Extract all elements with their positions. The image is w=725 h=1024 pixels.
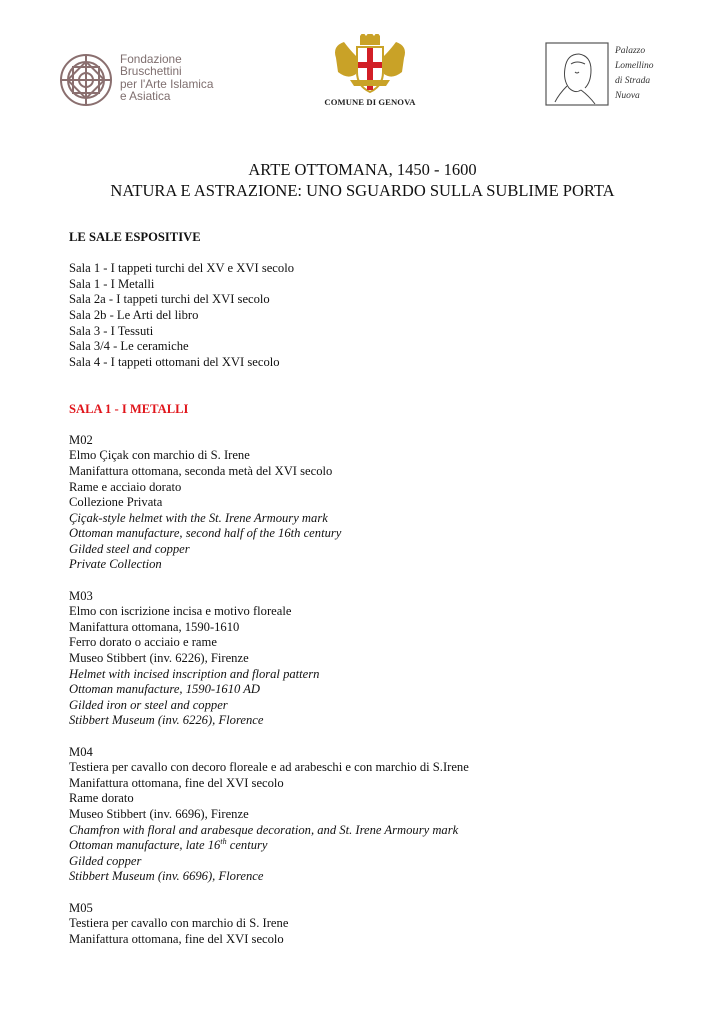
- entry-material-it: Ferro dorato o acciaio e rame: [69, 635, 217, 650]
- entry-collection-it: Collezione Privata: [69, 495, 163, 510]
- entry-title-en: Helmet with incised inscription and floral pattern: [69, 666, 320, 681]
- catalog-entry-m04: [69, 745, 669, 885]
- entry-title-it: Elmo con iscrizione incisa e motivo floreale: [69, 604, 292, 619]
- entry-collection-en: Stibbert Museum (inv. 6226), Florence: [69, 713, 264, 728]
- comune-label: COMUNE DI GENOVA: [324, 97, 416, 107]
- section-heading-metalli: SALA 1 - I METALLI: [69, 401, 189, 416]
- entry-title-it: Testiera per cavallo con marchio di S. Irene: [69, 916, 289, 931]
- entry-title-en: Çiçak-style helmet with the St. Irene Armoury mark: [69, 510, 328, 525]
- document-body: [69, 230, 669, 947]
- interlaced-star-icon: [58, 50, 114, 110]
- list-item: Sala 3/4 - Le ceramiche: [69, 339, 189, 354]
- ordinal-suffix: th: [220, 836, 227, 846]
- entry-manufacture-it: Manifattura ottomana, 1590-1610: [69, 619, 240, 634]
- page-header: [0, 0, 725, 125]
- catalog-entry-m02: [69, 433, 669, 573]
- list-item: Sala 3 - I Tessuti: [69, 323, 154, 338]
- document-title: [0, 159, 725, 201]
- portrait-sketch-icon: [545, 42, 609, 106]
- entry-collection-en: Private Collection: [69, 557, 162, 572]
- catalog-entry-m03: [69, 589, 669, 729]
- entry-title-it: Elmo Çiçak con marchio di S. Irene: [69, 448, 250, 463]
- list-item: Sala 1 - I Metalli: [69, 276, 155, 291]
- catalog-entry-m05: [69, 901, 669, 948]
- entry-collection-it: Museo Stibbert (inv. 6696), Firenze: [69, 806, 249, 821]
- entry-manufacture-en: Ottoman manufacture, second half of the 16th century: [69, 526, 342, 541]
- comune-di-genova-logo: [318, 34, 422, 114]
- entry-material-it: Rame e acciaio dorato: [69, 479, 182, 494]
- palazzo-name: Palazzo Lomellino di Strada Nuova: [615, 46, 654, 101]
- entry-manufacture-it: Manifattura ottomana, fine del XVI secolo: [69, 931, 284, 946]
- entry-code: M03: [69, 588, 93, 603]
- entry-collection-it: Museo Stibbert (inv. 6226), Firenze: [69, 651, 249, 666]
- entry-manufacture-it: Manifattura ottomana, seconda metà del XVI secolo: [69, 463, 333, 478]
- list-item: Sala 2b - Le Arti del libro: [69, 307, 199, 322]
- section-heading-sale: LE SALE ESPOSITIVE: [69, 230, 201, 244]
- entry-collection-en: Stibbert Museum (inv. 6696), Florence: [69, 869, 264, 884]
- title-line-1: ARTE OTTOMANA, 1450 - 1600: [248, 160, 477, 179]
- entry-manufacture-it: Manifattura ottomana, fine del XVI secolo: [69, 775, 284, 790]
- palazzo-lomellino-logo: [545, 42, 665, 108]
- entry-material-en: Gilded iron or steel and copper: [69, 697, 228, 712]
- manufacture-text: Ottoman manufacture, late 16: [69, 838, 221, 853]
- coat-of-arms-icon: [330, 34, 410, 96]
- entry-manufacture-en: [69, 838, 669, 854]
- entry-code: M05: [69, 900, 93, 915]
- entry-code: M04: [69, 744, 93, 759]
- fondazione-name: Fondazione Bruschettini per l'Arte Islamica e Asiatica: [120, 52, 214, 104]
- fondazione-bruschettini-logo: [58, 50, 218, 114]
- title-line-2: NATURA E ASTRAZIONE: UNO SGUARDO SULLA SUBLIME PORTA: [110, 181, 615, 200]
- list-item: Sala 1 - I tappeti turchi del XV e XVI secolo: [69, 261, 294, 276]
- list-item: Sala 4 - I tappeti ottomani del XVI secolo: [69, 354, 280, 369]
- rooms-list: [69, 261, 669, 370]
- entry-material-it: Rame dorato: [69, 791, 134, 806]
- list-item: Sala 2a - I tappeti turchi del XVI secolo: [69, 292, 270, 307]
- entry-code: M02: [69, 432, 93, 447]
- entry-manufacture-en: Ottoman manufacture, 1590-1610 AD: [69, 682, 260, 697]
- entry-title-en: Chamfron with floral and arabesque decoration, and St. Irene Armoury mark: [69, 822, 459, 837]
- entry-material-en: Gilded steel and copper: [69, 541, 190, 556]
- century-text: century: [226, 838, 268, 853]
- entry-material-en: Gilded copper: [69, 853, 142, 868]
- entry-title-it: Testiera per cavallo con decoro floreale e ad arabeschi e con marchio di S.Irene: [69, 760, 469, 775]
